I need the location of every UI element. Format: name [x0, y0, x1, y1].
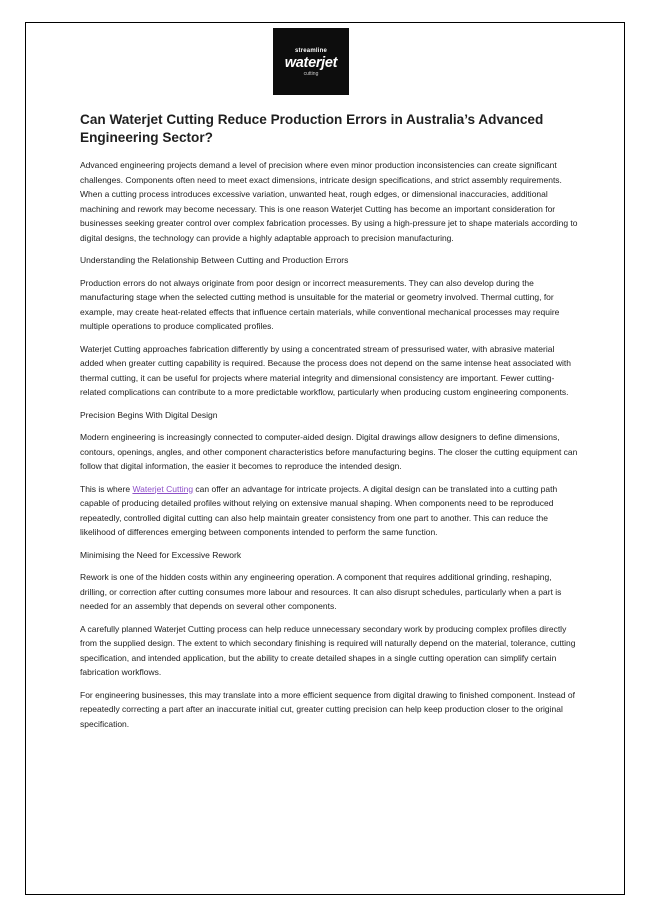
- intro-paragraph: Advanced engineering projects demand a level of precision where even minor production inconsistencies can create significant challenges. Components often need to meet exact dimensions, intricate design specifications, and strict assembly requirements. When a cutting process introduces excessive variation, unwanted heat, rough edges, or dimensional inaccuracies, additional machining and rework may become necessary. This is one reason Waterjet Cutting has become an important consideration for businesses seeking greater control over complex fabrication processes. By using a high-pressure jet to shape materials according to digital designs, the technology can provide a highly adaptable approach to precision manufacturing.: [80, 160, 578, 243]
- waterjet-cutting-link[interactable]: Waterjet Cutting: [132, 483, 194, 494]
- heading-relationship: Understanding the Relationship Between Cutting and Production Errors: [80, 255, 349, 265]
- paragraph-rework-2: A carefully planned Waterjet Cutting process can help reduce unnecessary secondary work by producing complex profiles directly from the supplied design. The extent to which secondary finishing is required will naturally depend on the material, tolerance, cutting specification, and intended application, but the ability to create detailed shapes in a single cutting operation can simplify certain fabrication workflows.: [80, 623, 576, 677]
- paragraph-precision-1: Modern engineering is increasingly connected to computer-aided design. Digital drawings allow designers to define dimensions, contours, openings, angles, and other component characteristics before manufacturing begins. The closer the cutting equipment can follow that digital information, the easier it becomes to reproduce the intended design.: [80, 432, 578, 471]
- heading-precision: Precision Begins With Digital Design: [80, 409, 218, 420]
- logo-sub-text: cutting: [303, 70, 319, 77]
- logo-main-text: waterjet: [284, 54, 338, 71]
- precision-text-before-link: This is where: [80, 483, 133, 494]
- paragraph-rework-3: For engineering businesses, this may translate into a more efficient sequence from digital drawing to finished component. Instead of repeatedly correcting a part after an inaccurate initial cut, greater cutting precision can help keep production closer to the original specification.: [80, 689, 576, 729]
- heading-rework: Minimising the Need for Excessive Rework: [80, 549, 242, 560]
- logo-top-text: streamline: [294, 47, 327, 54]
- article-title: Can Waterjet Cutting Reduce Production Errors in Australia’s Advanced Engineering Sector?: [80, 112, 544, 145]
- brand-logo: [273, 28, 349, 95]
- article-body: [80, 111, 578, 739]
- paragraph-relationship-1: Production errors do not always originate from poor design or incorrect measurements. They can also develop during the manufacturing stage when the selected cutting method is unsuitable for the material or geometry involved. Thermal cutting, for example, may create heat-related effects that influence certain materials, while conventional mechanical processes may require multiple operations to produce complicated profiles.: [80, 277, 560, 331]
- paragraph-relationship-2: Waterjet Cutting approaches fabrication differently by using a concentrated stream of pressurised water, with abrasive material added when greater cutting capability is required. Because the process does not depend on the same intense heat associated with thermal cutting, it can be useful for projects where material integrity and dimensional consistency are important. Fewer cutting-related complications can contribute to a more predictable workflow, particularly when producing custom engineering components.: [80, 343, 571, 397]
- precision-text-after-link: can offer an advantage for intricate projects. A digital design can be translated into a cutting path capable of producing detailed profiles without relying on extensive manual shaping. When components need to be reproduced repeatedly, controlled digital cutting can also help maintain greater consistency from one part to another. This can reduce the likelihood of differences emerging between components intended to perform the same function.: [80, 483, 558, 537]
- paragraph-rework-1: Rework is one of the hidden costs within any engineering operation. A component that requires additional grinding, reshaping, drilling, or correction after cutting consumes more labour and resources. It can also disrupt schedules, particularly when a part is needed for an assembly that depends on several other components.: [80, 572, 562, 611]
- paragraph-precision-2: [80, 482, 578, 540]
